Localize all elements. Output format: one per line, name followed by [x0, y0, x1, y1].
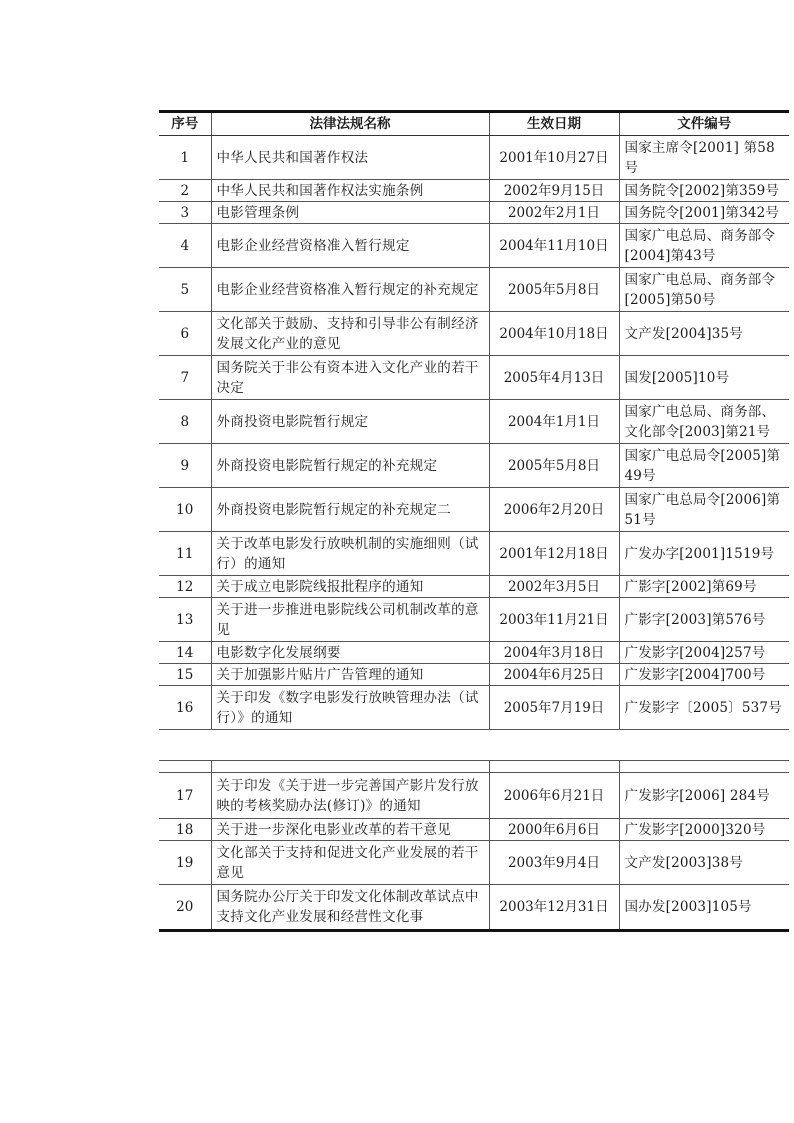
header-num: 序号 [159, 112, 211, 136]
row-num: 17 [159, 773, 211, 819]
row-num: 16 [159, 686, 211, 730]
spacer-cell [159, 761, 211, 773]
row-name: 文化部关于支持和促进文化产业发展的若干意见 [211, 841, 489, 885]
page-break-gap [159, 752, 789, 760]
table-row [159, 532, 789, 576]
row-date: 2002年9月15日 [489, 180, 619, 202]
row-date: 2004年1月1日 [489, 400, 619, 444]
row-num: 19 [159, 841, 211, 885]
table-row [159, 576, 789, 598]
row-code: 文产发[2004]35号 [619, 312, 789, 356]
spacer-cell [489, 761, 619, 773]
header-name: 法律法规名称 [211, 112, 489, 136]
row-name: 关于成立电影院线报批程序的通知 [211, 576, 489, 598]
table-row [159, 356, 789, 400]
row-code: 国家广电总局令[2006]第51号 [619, 488, 789, 532]
row-name: 关于印发《数字电影发行放映管理办法（试行）》的通知 [211, 686, 489, 730]
row-name: 电影管理条例 [211, 202, 489, 224]
row-name: 文化部关于鼓励、支持和引导非公有制经济发展文化产业的意见 [211, 312, 489, 356]
table-row [159, 598, 789, 642]
table-row [159, 444, 789, 488]
regulations-table-part1 [159, 110, 789, 730]
table-row [159, 686, 789, 730]
table-row [159, 841, 789, 885]
row-num: 4 [159, 224, 211, 268]
row-code: 国办发[2003]105号 [619, 885, 789, 931]
table-spacer-row [159, 761, 789, 773]
row-date: 2005年5月8日 [489, 268, 619, 312]
table-row [159, 664, 789, 686]
row-num: 10 [159, 488, 211, 532]
row-code: 广发影字[2000]320号 [619, 819, 789, 841]
row-name: 中华人民共和国著作权法实施条例 [211, 180, 489, 202]
row-name: 外商投资电影院暂行规定的补充规定二 [211, 488, 489, 532]
row-code: 国家广电总局、商务部令[2004]第43号 [619, 224, 789, 268]
row-num: 11 [159, 532, 211, 576]
spacer-cell [619, 761, 789, 773]
row-name: 电影企业经营资格准入暂行规定的补充规定 [211, 268, 489, 312]
table-row [159, 773, 789, 819]
row-name: 关于进一步深化电影业改革的若干意见 [211, 819, 489, 841]
row-date: 2005年5月8日 [489, 444, 619, 488]
row-code: 文产发[2003]38号 [619, 841, 789, 885]
row-name: 电影企业经营资格准入暂行规定 [211, 224, 489, 268]
row-num: 6 [159, 312, 211, 356]
row-name: 关于进一步推进电影院线公司机制改革的意见 [211, 598, 489, 642]
row-name: 国务院关于非公有资本进入文化产业的若干决定 [211, 356, 489, 400]
row-date: 2002年2月1日 [489, 202, 619, 224]
row-name: 外商投资电影院暂行规定 [211, 400, 489, 444]
row-code: 广发影字〔2005〕537号 [619, 686, 789, 730]
row-date: 2006年6月21日 [489, 773, 619, 819]
row-name: 关于加强影片贴片广告管理的通知 [211, 664, 489, 686]
row-code: 国务院令[2002]第359号 [619, 180, 789, 202]
table-row [159, 202, 789, 224]
row-date: 2005年7月19日 [489, 686, 619, 730]
row-num: 3 [159, 202, 211, 224]
table-row [159, 400, 789, 444]
table-header-row [159, 112, 789, 136]
row-num: 20 [159, 885, 211, 931]
row-date: 2001年10月27日 [489, 136, 619, 180]
row-num: 7 [159, 356, 211, 400]
row-num: 15 [159, 664, 211, 686]
row-num: 5 [159, 268, 211, 312]
row-num: 9 [159, 444, 211, 488]
table-row [159, 885, 789, 931]
row-name: 关于改革电影发行放映机制的实施细则（试行）的通知 [211, 532, 489, 576]
row-code: 国务院令[2001]第342号 [619, 202, 789, 224]
header-date: 生效日期 [489, 112, 619, 136]
row-date: 2004年10月18日 [489, 312, 619, 356]
row-num: 8 [159, 400, 211, 444]
row-date: 2003年11月21日 [489, 598, 619, 642]
row-code: 广发影字[2004]257号 [619, 642, 789, 664]
row-code: 国家广电总局令[2005]第49号 [619, 444, 789, 488]
row-date: 2004年11月10日 [489, 224, 619, 268]
row-num: 13 [159, 598, 211, 642]
table-row [159, 819, 789, 841]
row-num: 2 [159, 180, 211, 202]
row-code: 国家主席令[2001] 第58号 [619, 136, 789, 180]
table-row [159, 488, 789, 532]
row-num: 14 [159, 642, 211, 664]
regulations-table-part2 [159, 760, 789, 932]
header-code: 文件编号 [619, 112, 789, 136]
row-date: 2003年9月4日 [489, 841, 619, 885]
row-num: 18 [159, 819, 211, 841]
row-date: 2004年3月18日 [489, 642, 619, 664]
row-name: 关于印发《关于进一步完善国产影片发行放映的考核奖励办法(修订)》的通知 [211, 773, 489, 819]
row-code: 广影字[2003]第576号 [619, 598, 789, 642]
row-code: 国家广电总局、商务部、文化部令[2003]第21号 [619, 400, 789, 444]
row-name: 外商投资电影院暂行规定的补充规定 [211, 444, 489, 488]
row-code: 国家广电总局、商务部令[2005]第50号 [619, 268, 789, 312]
row-code: 广发影字[2006] 284号 [619, 773, 789, 819]
table-row [159, 312, 789, 356]
row-name: 电影数字化发展纲要 [211, 642, 489, 664]
table-row [159, 136, 789, 180]
row-code: 国发[2005]10号 [619, 356, 789, 400]
row-name: 中华人民共和国著作权法 [211, 136, 489, 180]
row-date: 2002年3月5日 [489, 576, 619, 598]
row-code: 广发办字[2001]1519号 [619, 532, 789, 576]
row-name: 国务院办公厅关于印发文化体制改革试点中支持文化产业发展和经营性文化事 [211, 885, 489, 931]
row-code: 广影字[2002]第69号 [619, 576, 789, 598]
spacer-cell [211, 761, 489, 773]
row-date: 2006年2月20日 [489, 488, 619, 532]
row-code: 广发影字[2004]700号 [619, 664, 789, 686]
row-num: 1 [159, 136, 211, 180]
table-row [159, 180, 789, 202]
row-date: 2005年4月13日 [489, 356, 619, 400]
row-date: 2001年12月18日 [489, 532, 619, 576]
row-num: 12 [159, 576, 211, 598]
table-row [159, 268, 789, 312]
table-row [159, 642, 789, 664]
row-date: 2003年12月31日 [489, 885, 619, 931]
row-date: 2000年6月6日 [489, 819, 619, 841]
row-date: 2004年6月25日 [489, 664, 619, 686]
table-row [159, 224, 789, 268]
